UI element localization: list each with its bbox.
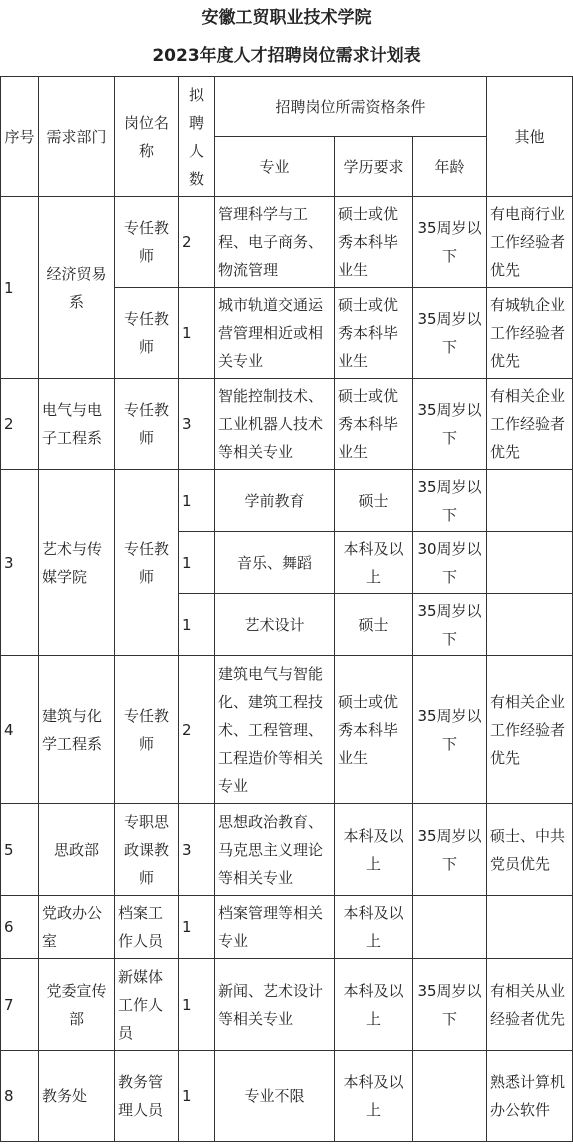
- cell-count: 3: [179, 379, 215, 470]
- cell-dept: 电气与电子工程系: [39, 379, 115, 470]
- header-post: 岗位名称: [115, 77, 179, 197]
- header-dept: 需求部门: [39, 77, 115, 197]
- cell-age: [413, 1051, 487, 1142]
- cell-post: 专任教师: [115, 197, 179, 288]
- cell-major: 思想政治教育、马克思主义理论等相关专业: [215, 804, 335, 896]
- cell-count: 1: [179, 470, 215, 532]
- cell-seq: 8: [1, 1051, 39, 1142]
- cell-major: 专业不限: [215, 1051, 335, 1142]
- header-edu: 学历要求: [335, 137, 413, 197]
- cell-edu: 本科及以上: [335, 959, 413, 1051]
- cell-post: 专任教师: [115, 379, 179, 470]
- cell-post: 专任教师: [115, 656, 179, 804]
- table-row: [1, 896, 573, 959]
- cell-edu: 硕士: [335, 470, 413, 532]
- cell-edu: 本科及以上: [335, 804, 413, 896]
- cell-seq: 2: [1, 379, 39, 470]
- header-count: 拟聘人数: [179, 77, 215, 197]
- cell-edu: 硕士: [335, 594, 413, 656]
- cell-age: 35周岁以下: [413, 594, 487, 656]
- cell-post: 专任教师: [115, 288, 179, 379]
- cell-age: 35周岁以下: [413, 656, 487, 804]
- cell-other: 有电商行业工作经验者优先: [487, 197, 573, 288]
- recruitment-table: [0, 76, 573, 1142]
- cell-major: 艺术设计: [215, 594, 335, 656]
- cell-edu: 硕士或优秀本科毕业生: [335, 379, 413, 470]
- cell-age: 35周岁以下: [413, 959, 487, 1051]
- cell-other: [487, 594, 573, 656]
- table-row: [1, 656, 573, 804]
- cell-age: [413, 896, 487, 959]
- header-other: 其他: [487, 77, 573, 197]
- table-row: [1, 379, 573, 470]
- cell-age: 35周岁以下: [413, 288, 487, 379]
- cell-seq: 1: [1, 197, 39, 379]
- cell-post: 教务管理人员: [115, 1051, 179, 1142]
- document-subtitle: 2023年度人才招聘岗位需求计划表: [152, 46, 421, 66]
- header-qualifications: 招聘岗位所需资格条件: [215, 77, 487, 137]
- cell-other: 有相关企业工作经验者优先: [487, 379, 573, 470]
- header-major: 专业: [215, 137, 335, 197]
- cell-other: 硕士、中共党员优先: [487, 804, 573, 896]
- cell-seq: 3: [1, 470, 39, 656]
- cell-count: 1: [179, 959, 215, 1051]
- cell-major: 新闻、艺术设计等相关专业: [215, 959, 335, 1051]
- header-seq: 序号: [1, 77, 39, 197]
- table-row: [1, 470, 573, 532]
- cell-other: 有城轨企业工作经验者优先: [487, 288, 573, 379]
- table-row: [1, 1051, 573, 1142]
- document-title: 安徽工贸职业技术学院: [201, 8, 372, 28]
- cell-major: 学前教育: [215, 470, 335, 532]
- cell-edu: 硕士或优秀本科毕业生: [335, 288, 413, 379]
- cell-dept: 建筑与化学工程系: [39, 656, 115, 804]
- cell-count: 1: [179, 1051, 215, 1142]
- cell-count: 1: [179, 896, 215, 959]
- cell-major: 建筑电气与智能化、建筑工程技术、工程管理、工程造价等相关专业: [215, 656, 335, 804]
- cell-major: 档案管理等相关专业: [215, 896, 335, 959]
- cell-seq: 4: [1, 656, 39, 804]
- cell-dept: 思政部: [39, 804, 115, 896]
- cell-post: 新媒体工作人员: [115, 959, 179, 1051]
- cell-dept: 党委宣传部: [39, 959, 115, 1051]
- cell-edu: 本科及以上: [335, 896, 413, 959]
- table-row: [1, 197, 573, 288]
- cell-dept: 党政办公室: [39, 896, 115, 959]
- cell-other: 有相关企业工作经验者优先: [487, 656, 573, 804]
- cell-seq: 7: [1, 959, 39, 1051]
- cell-count: 1: [179, 288, 215, 379]
- cell-other: [487, 532, 573, 594]
- cell-count: 1: [179, 532, 215, 594]
- cell-post: 专职思政课教师: [115, 804, 179, 896]
- cell-age: 35周岁以下: [413, 470, 487, 532]
- header-age: 年龄: [413, 137, 487, 197]
- cell-other: 熟悉计算机办公软件: [487, 1051, 573, 1142]
- cell-edu: 本科及以上: [335, 532, 413, 594]
- cell-dept: 教务处: [39, 1051, 115, 1142]
- cell-seq: 6: [1, 896, 39, 959]
- cell-count: 2: [179, 197, 215, 288]
- cell-edu: 硕士或优秀本科毕业生: [335, 197, 413, 288]
- cell-post: 专任教师: [115, 470, 179, 656]
- cell-age: 30周岁以下: [413, 532, 487, 594]
- cell-major: 音乐、舞蹈: [215, 532, 335, 594]
- cell-major: 管理科学与工程、电子商务、物流管理: [215, 197, 335, 288]
- cell-count: 1: [179, 594, 215, 656]
- cell-dept: 经济贸易系: [39, 197, 115, 379]
- cell-other: [487, 896, 573, 959]
- cell-seq: 5: [1, 804, 39, 896]
- cell-count: 2: [179, 656, 215, 804]
- cell-other: [487, 470, 573, 532]
- cell-major: 城市轨道交通运营管理相近或相关专业: [215, 288, 335, 379]
- cell-dept: 艺术与传媒学院: [39, 470, 115, 656]
- cell-other: 有相关从业经验者优先: [487, 959, 573, 1051]
- cell-count: 3: [179, 804, 215, 896]
- cell-post: 档案工作人员: [115, 896, 179, 959]
- cell-edu: 本科及以上: [335, 1051, 413, 1142]
- table-row: [1, 959, 573, 1051]
- table-row: [1, 804, 573, 896]
- header-row: [1, 77, 573, 137]
- cell-age: 35周岁以下: [413, 804, 487, 896]
- cell-major: 智能控制技术、工业机器人技术等相关专业: [215, 379, 335, 470]
- cell-edu: 硕士或优秀本科毕业生: [335, 656, 413, 804]
- cell-age: 35周岁以下: [413, 379, 487, 470]
- cell-age: 35周岁以下: [413, 197, 487, 288]
